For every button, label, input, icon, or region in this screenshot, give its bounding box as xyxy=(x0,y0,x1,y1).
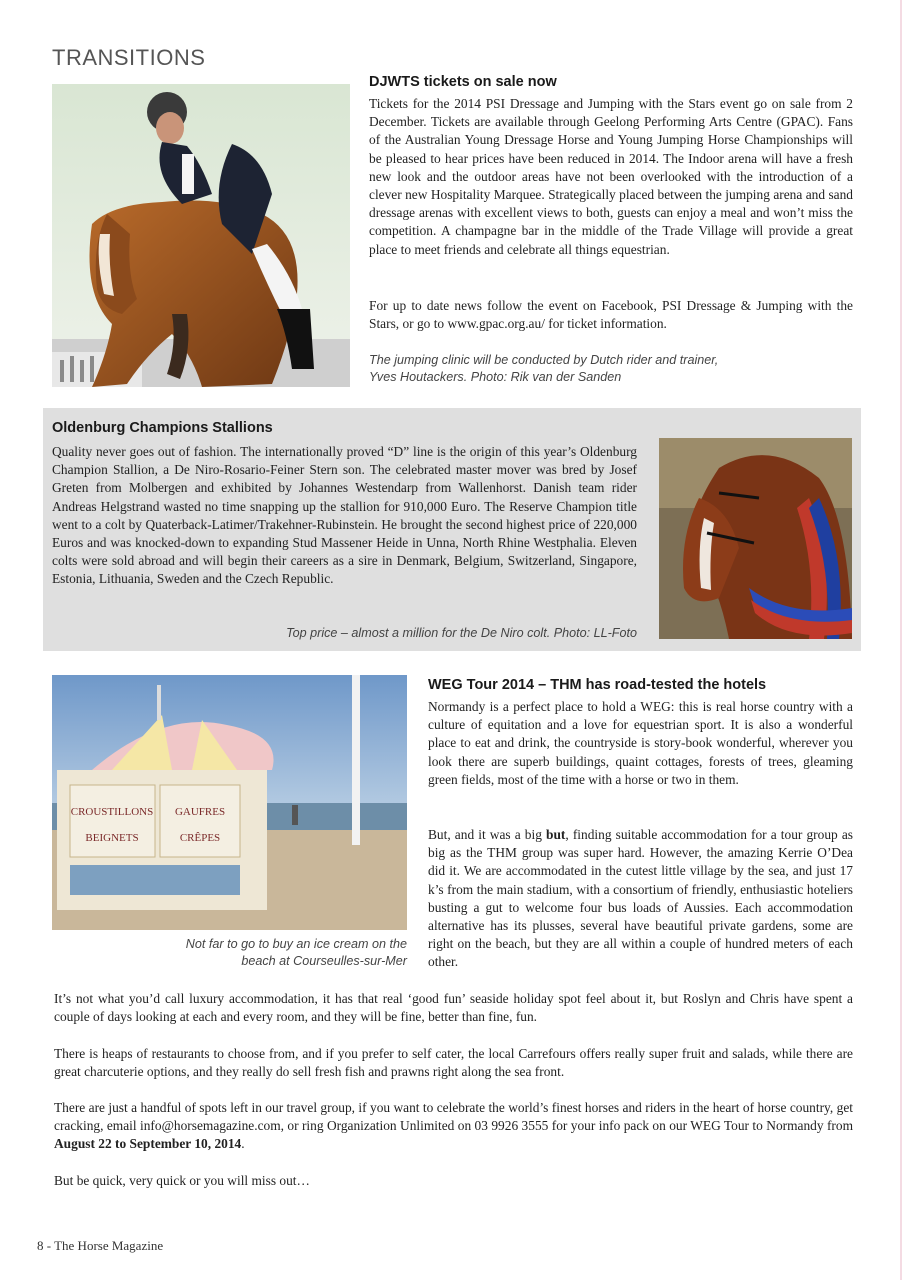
weg-paragraph-6: But be quick, very quick or you will miss out… xyxy=(54,1173,310,1188)
weg-tour-dates: August 22 to September 10, 2014 xyxy=(54,1136,242,1152)
kiosk-sign-crepes: CRÊPES xyxy=(179,832,221,844)
weg-paragraph-1: Normandy is a perfect place to hold a WEG: this is real horse country with a culture of equitation and a love for equestrian sport. It is also a wonderful place to eat and drink, the countryside is story-book wonderful, wherever you look there are superb buildings, quaint cottages, forests of trees, gleaming green fields, most of the time with a horse or two in them. xyxy=(428,699,853,787)
kiosk-sign-beignets: BEIGNETS xyxy=(85,832,139,844)
page-edge-rule xyxy=(900,0,902,1280)
oldenburg-body: Quality never goes out of fashion. The internationally proved “D” line is the origin of this year’s Oldenburg Champion Stallion, a De Niro-Rosario-Feiner Stern son. The celebrated master mover was bred by Josef Greten from Molbergen and exhibited by Johannes Westendarp from Wallenhorst. Danish team rider Andreas Helgstrand wasted no time snapping up the stallion for 910,000 Euro. The Reserve Champion title went to a colt by Quaterback-Latimer/Trakehner-Rubinstein. He brought the second highest price of 220,000 Euros and was knocked-down to expanding Stud Massener Heide in Unna, North Rhine Westphalia. Eleven colts were sold abroad and will begin their careers as a sire in Denmark, Belgium, Switzerland, Singapore, Estonia, Lithuania, Sweden and the Czech Republic. xyxy=(52,444,637,587)
weg-emphasis-but: but xyxy=(546,827,566,842)
djwts-photo-caption: The jumping clinic will be conducted by Dutch rider and trainer, Yves Houtackers. Photo: Rik van der Sanden xyxy=(369,353,719,384)
weg-paragraph-2: But, and it was a big but, finding suitable accommodation for a tour group as big as the THM group was super hard. However, the amazing Kerrie O’Dea did it. We are accommodated in the cutest little village by the sea, and just 17 k’s from the main stadium, with a consortium of friendly, enthusiastic hoteliers busting a gut to welcome four bus loads of Aussies. Each accommodation alternative has its plusses, several have beautiful private gardens, some are right on the beach, but they are all within a couple of hundred meters of each other. xyxy=(428,827,853,970)
djwts-heading: DJWTS tickets on sale now xyxy=(369,74,557,90)
djwts-paragraph-2: For up to date news follow the event on Facebook, PSI Dressage & Jumping with the Stars, or go to www.gpac.org.au/ for ticket information. xyxy=(369,298,853,332)
oldenburg-heading: Oldenburg Champions Stallions xyxy=(52,420,273,436)
weg-paragraph-3: It’s not what you’d call luxury accommodation, it has that real ‘good fun’ seaside holiday spot feel about it, but Roslyn and Chris have spent a couple of days looking at each and every room, and they will be fine, better than fine, fun. xyxy=(54,991,853,1025)
stallion-photo xyxy=(659,438,852,639)
oldenburg-photo-caption: Top price – almost a million for the De Niro colt. Photo: LL-Foto xyxy=(286,626,637,640)
djwts-paragraph-1: Tickets for the 2014 PSI Dressage and Jumping with the Stars event go on sale from 2 December. Tickets are available through Geelong Performing Arts Centre (GPAC). Fans of the Australian Young Dressage Horse and Young Jumping Horse Championships will be pleased to hear prices have been reduced in 2014. The Indoor arena will have a fresh new look and the outdoor areas have not been overlooked with the introduction of a clever new Hospitality Marquee. Strategically placed between the jumping arena and sand dressage arenas with excellent views to both, guests can enjoy a meal and won’t miss the competition. A champagne bar in the middle of the Trade Village will provide a great place to meet friends and celebrate all things equestrian. xyxy=(369,96,853,257)
weg-paragraph-4: There is heaps of restaurants to choose from, and if you prefer to self cater, the local Carrefours offers really super fruit and salads, while there are great charcuterie options, and they really do sell fresh fish and prawns right along the sea front. xyxy=(54,1046,853,1080)
weg-paragraph-5: There are just a handful of spots left in our travel group, if you want to celebrate the world’s finest horses and riders in the heart of horse country, get cracking, email info@horsemagazine.com, or ring Organization Unlimited on 03 9926 3555 for your info pack on our WEG Tour to Normandy from August 22 to September 10, 2014. xyxy=(54,1100,853,1152)
show-jumping-photo xyxy=(52,84,350,387)
weg-heading: WEG Tour 2014 – THM has road-tested the hotels xyxy=(428,677,767,693)
page-footer: 8 - The Horse Magazine xyxy=(37,1238,164,1253)
kiosk-sign-gaufres: GAUFRES xyxy=(174,806,226,818)
weg-photo-caption: Not far to go to buy an ice cream on the beach at Courseulles-sur-Mer xyxy=(185,937,407,968)
kiosk-sign-croustillons: CROUSTILLONS xyxy=(70,806,154,818)
carousel-kiosk-photo xyxy=(52,675,407,930)
section-title: TRANSITIONS xyxy=(52,45,206,70)
